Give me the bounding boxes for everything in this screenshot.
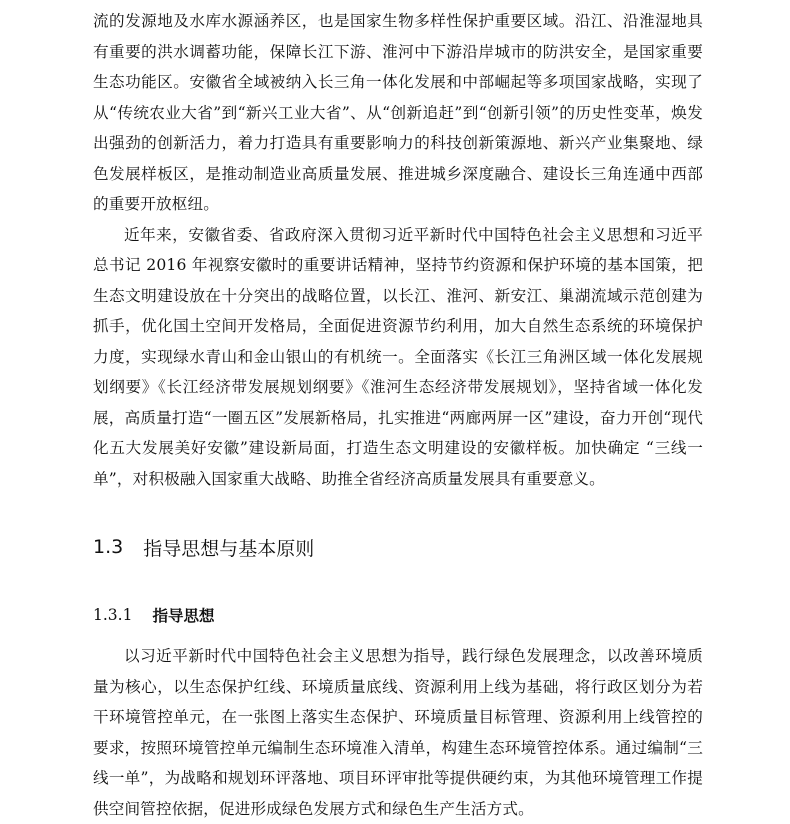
- subsection-number: 1.3.1: [93, 606, 133, 624]
- subsection-heading: [93, 601, 703, 629]
- paragraph-continuation: 流的发源地及水库水源涵养区，也是国家生物多样性保护重要区域。沿江、沿淮湿地具有重要的洪水调蓄功能，保障长江下游、淮河中下游沿岸城市的防洪安全，是国家重要生态功能区。安徽省全域被纳入长三角一体化发展和中部崛起等多项国家战略，实现了从“传统农业大省”到“新兴工业大省”、从“创新追赶”到“创新引领”的历史性变革，焕发出强劲的创新活力，着力打造具有重要影响力的科技创新策源地、新兴产业集聚地、绿色发展样板区，是推动制造业高质量发展、推进城乡深度融合、建设长三角连通中西部的重要开放枢纽。: [93, 12, 703, 213]
- subsection-title: 指导思想: [152, 606, 215, 625]
- paragraph-guiding-ideology: 以习近平新时代中国特色社会主义思想为指导，践行绿色发展理念，以改善环境质量为核心，以生态保护红线、环境质量底线、资源利用上线为基础，将行政区划分为若干环境管控单元，在一张图上落实生态保护、环境质量目标管理、资源利用上线管控的要求，按照环境管控单元编制生态环境准入清单，构建生态环境管控体系。通过编制“三线一单”，为战略和规划环评落地、项目环评审批等提供硬约束，为其他环境管理工作提供空间管控依据，促进形成绿色发展方式和绿色生产生活方式。: [93, 647, 703, 818]
- section-heading: [93, 524, 703, 570]
- paragraph-recent-years: 近年来，安徽省委、省政府深入贯彻习近平新时代中国特色社会主义思想和习近平总书记 2016 年视察安徽时的重要讲话精神，坚持节约资源和保护环境的基本国策，把生态文明建设放在十分突出的战略位置，以长江、淮河、新安江、巢湖流域示范创建为抓手，优化国土空间开发格局，全面促进资源节约利用，加大自然生态系统的环境保护力度，实现绿水青山和金山银山的有机统一。全面落实《长江三角洲区域一体化发展规划纲要》《长江经济带发展规划纲要》《淮河生态经济带发展规划》，坚持省域一体化发展，高质量打造“一圈五区”发展新格局，扎实推进“两廊两屏一区”建设，奋力开创“现代化五大发展美好安徽”建设新局面，打造生态文明建设的安徽样板。加快确定 “三线一单”，对积极融入国家重大战略、助推全省经济高质量发展具有重要意义。: [93, 225, 703, 488]
- section-number: 1.3: [93, 536, 124, 558]
- heading-spacer: [93, 629, 703, 641]
- document-page: [93, 6, 703, 824]
- section-title: 指导思想与基本原则: [143, 537, 315, 560]
